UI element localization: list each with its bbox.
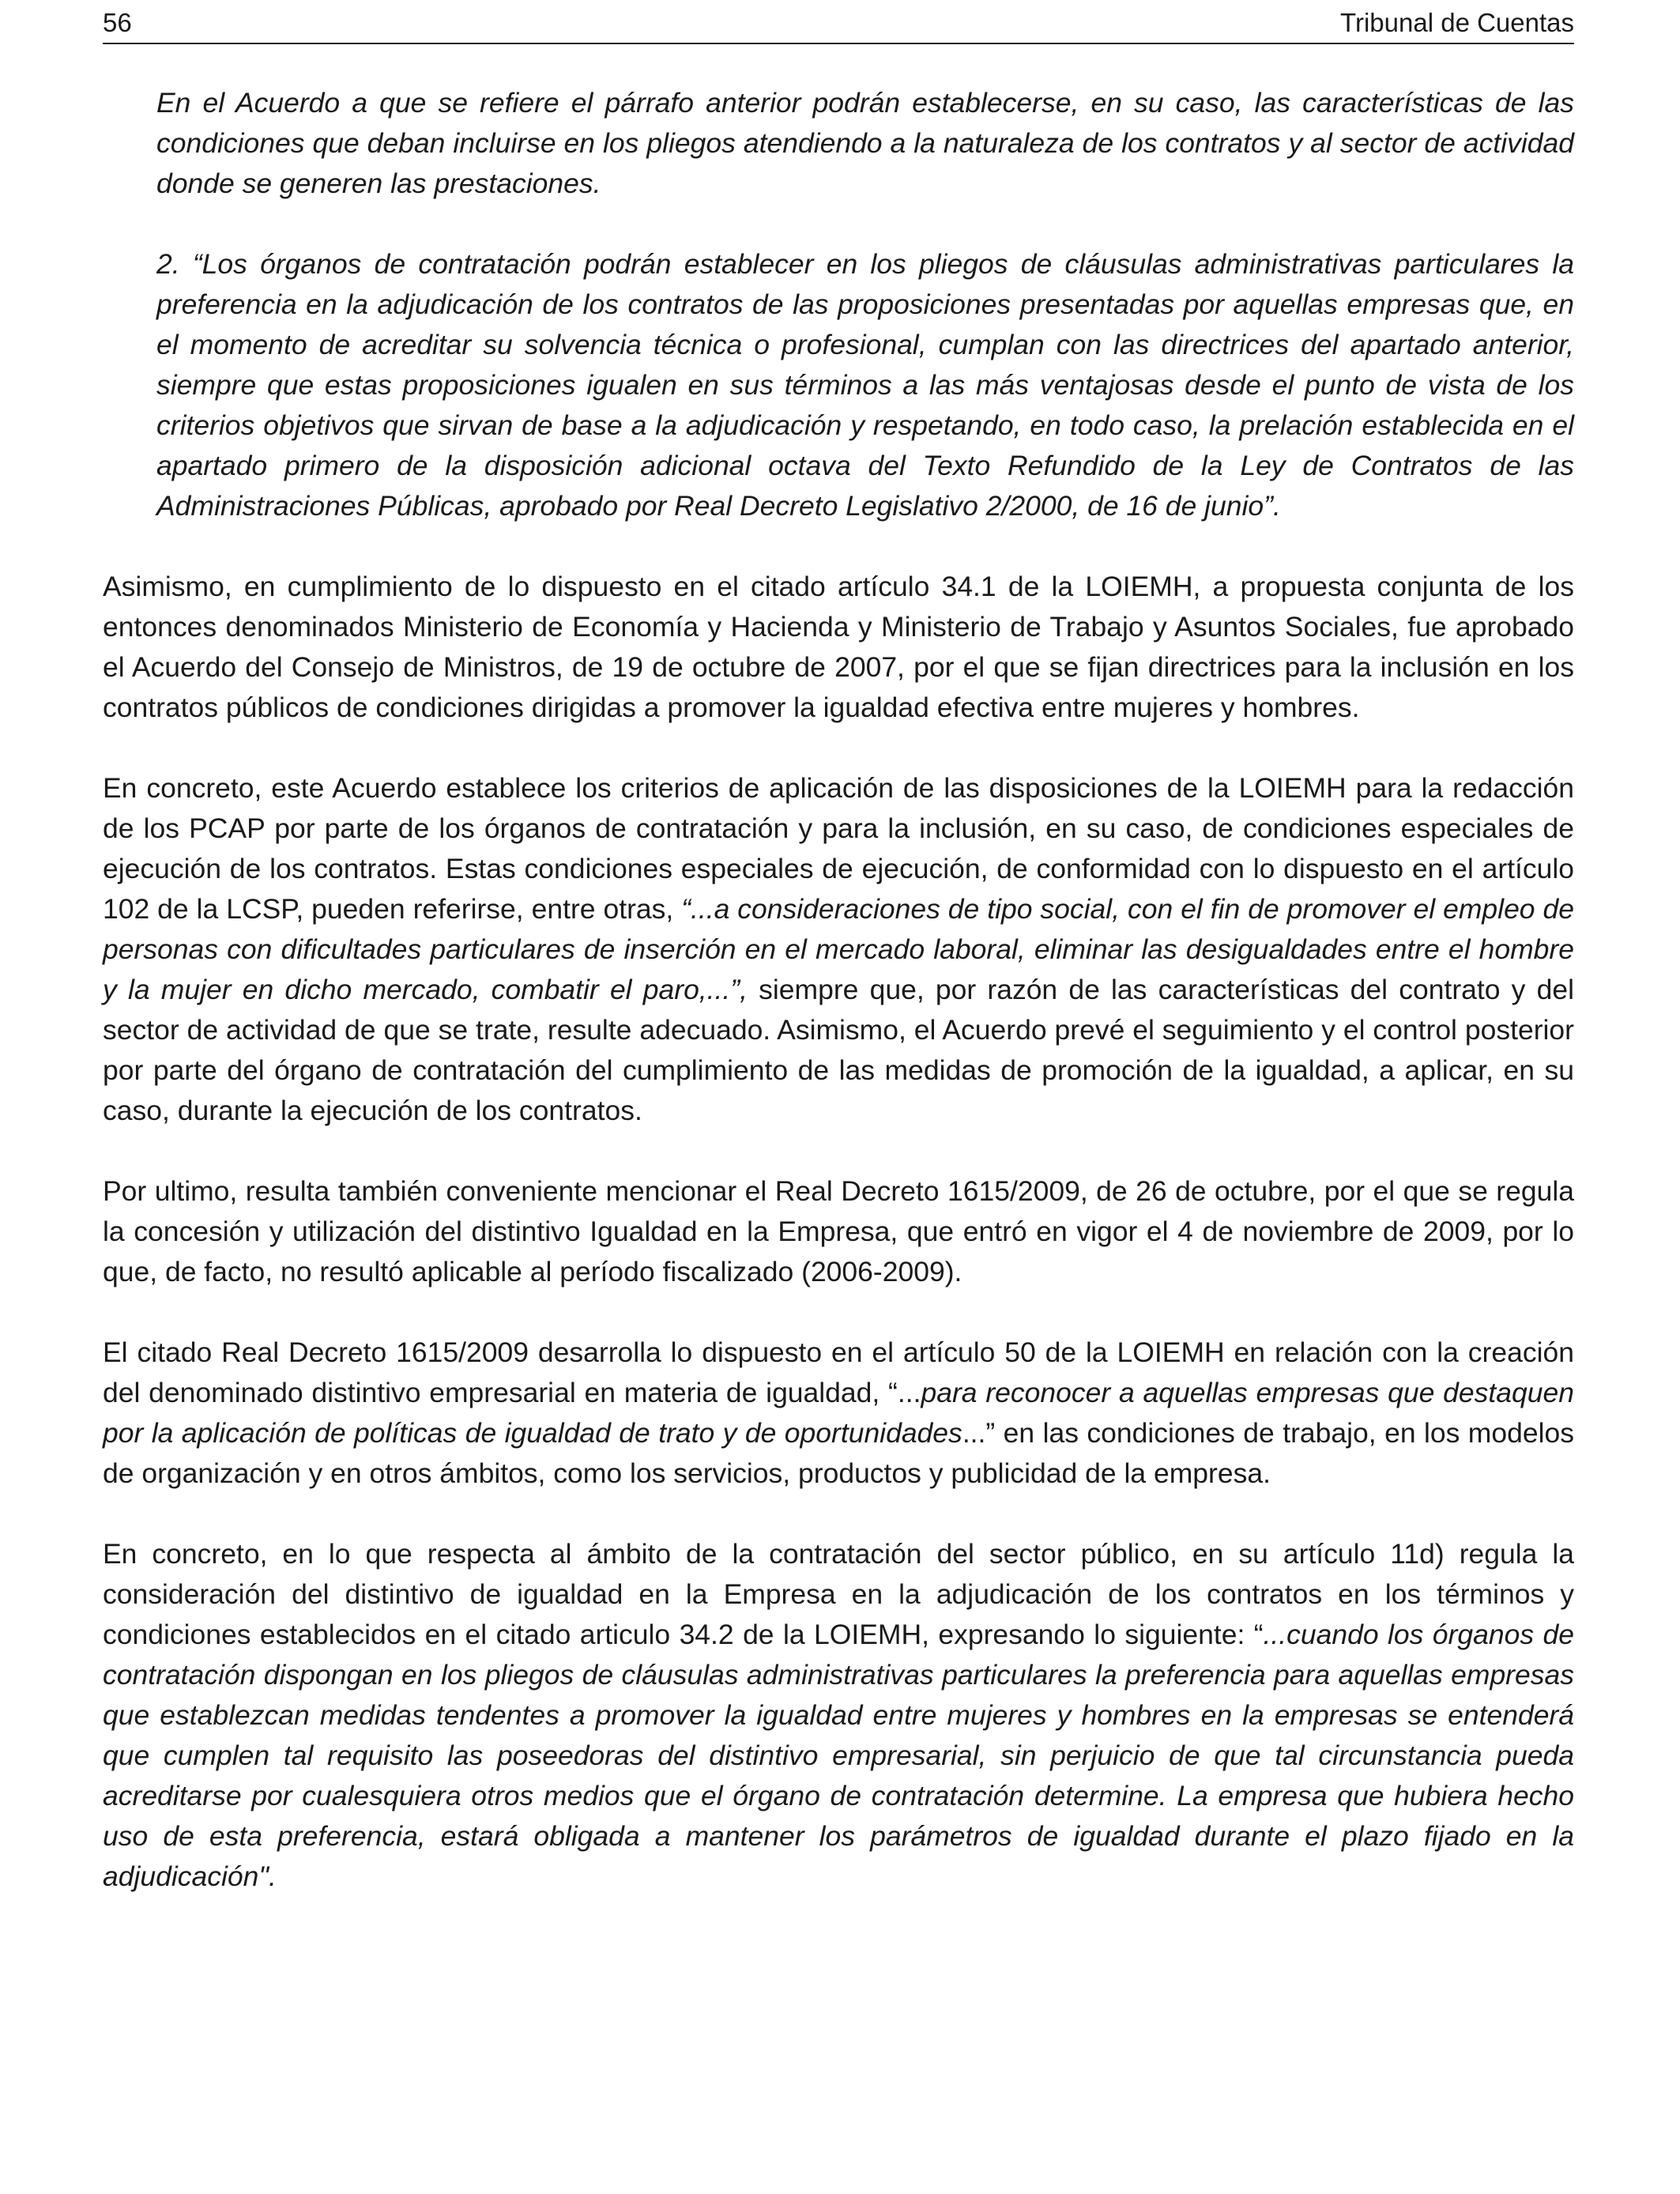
paragraph-text: En concreto, en lo que respecta al ámbito de la contratación del sector público, en su artículo 11d) regula la consideración del distintivo de igualdad en la Empresa en la adjudicación de los contratos en los términos y condiciones establecidos en el citado articulo 34.2 de la LOIEMH, expresando lo siguiente: “ — [103, 1538, 1574, 1650]
paragraph-real-decreto: Por ultimo, resulta también conveniente mencionar el Real Decreto 1615/2009, de 26 de octubre, por el que se regula la concesión y utilización del distintivo Igualdad en la Empresa, que entró en vigor el 4 de noviembre de 2009, por lo que, de facto, no resultó aplicable al período fiscalizado (2006-2009). — [103, 1175, 1574, 1287]
paragraph-citado-real-decreto — [103, 1333, 1574, 1494]
paragraph-text: El citado Real Decreto 1615/2009 desarrolla lo dispuesto en el artículo 50 de la LOIEMH en relación con la creación del denominado distintivo empresarial en materia de igualdad, “... — [103, 1336, 1574, 1408]
paragraph-text: En concreto, este Acuerdo establece los criterios de aplicación de las disposiciones de la LOIEMH para la redacción de los PCAP por parte de los órganos de contratación y para la inclusión, en su caso, de condiciones especiales de ejecución de los contratos. Estas condiciones especiales de ejecución, de conformidad con lo dispuesto en el artículo 102 de la LCSP, pueden referirse, entre otras, — [103, 772, 1574, 925]
paragraph-asimismo: Asimismo, en cumplimiento de lo dispuesto en el citado artículo 34.1 de la LOIEMH, a propuesta conjunta de los entonces denominados Ministerio de Economía y Hacienda y Ministerio de Trabajo y Asuntos Sociales, fue aprobado el Acuerdo del Consejo de Ministros, de 19 de octubre de 2007, por el que se fijan directrices para la inclusión en los contratos públicos de condiciones dirigidas a promover la igualdad efectiva entre mujeres y hombres. — [103, 571, 1574, 723]
paragraph-text: siempre que, por razón de las características del contrato y del sector de actividad de que se trate, resulte adecuado. Asimismo, el Acuerdo prevé el seguimiento y el control posterior por parte del órgano de contratación del cumplimiento de las medidas de promoción de la igualdad, a aplicar, en su caso, durante la ejecución de los contratos. — [103, 974, 1574, 1126]
quote-paragraph-1: En el Acuerdo a que se refiere el párrafo anterior podrán establecerse, en su caso, las características de las condiciones que deban incluirse en los pliegos atendiendo a la naturaleza de los contratos y al sector de actividad donde se generen las prestaciones. — [156, 87, 1574, 199]
page-number: 56 — [103, 8, 132, 37]
inline-quote: para reconocer a aquellas empresas que destaquen por la aplicación de políticas de igualdad de trato y de oportunidades — [103, 1377, 1574, 1449]
document-body — [103, 83, 1574, 1937]
page-header — [103, 5, 1574, 44]
inline-quote: ...cuando los órganos de contratación dispongan en los pliegos de cláusulas administrativas particulares la preferencia para aquellas empresas que establezcan medidas tendentes a promover la igualdad entre mujeres y hombres en la empresas se entenderá que cumplen tal requisito las poseedoras del distintivo empresarial, sin perjuicio de que tal circunstancia pueda acreditarse por cualesquiera otros medios que el órgano de contratación determine. La empresa que hubiera hecho uso de esta preferencia, estará obligada a mantener los parámetros de igualdad durante el plazo fijado en la adjudicación". — [103, 1619, 1574, 1892]
inline-quote: “...a consideraciones de tipo social, con el fin de promover el empleo de personas con dificultades particulares de inserción en el mercado laboral, eliminar las desigualdades entre el hombre y la mujer en dicho mercado, combatir el paro,...”, — [103, 893, 1574, 1005]
paragraph-text: ...” en las condiciones de trabajo, en los modelos de organización y en otros ámbitos, como los servicios, productos y publicidad de la empresa. — [103, 1417, 1574, 1489]
header-title: Tribunal de Cuentas — [1340, 8, 1574, 37]
paragraph-en-concreto-acuerdo — [103, 768, 1574, 1131]
paragraph-contratacion-sector-publico — [103, 1534, 1574, 1897]
quote-paragraph-2: 2. “Los órganos de contratación podrán establecer en los pliegos de cláusulas administrativas particulares la preferencia en la adjudicación de los contratos de las proposiciones presentadas por aquellas empresas que, en el momento de acreditar su solvencia técnica o profesional, cumplan con las directrices del apartado anterior, siempre que estas proposiciones igualen en sus términos a las más ventajosas desde el punto de vista de los criterios objetivos que sirvan de base a la adjudicación y respetando, en todo caso, la prelación establecida en el apartado primero de la disposición adicional octava del Texto Refundido de la Ley de Contratos de las Administraciones Públicas, aprobado por Real Decreto Legislativo 2/2000, de 16 de junio”. — [156, 248, 1574, 522]
